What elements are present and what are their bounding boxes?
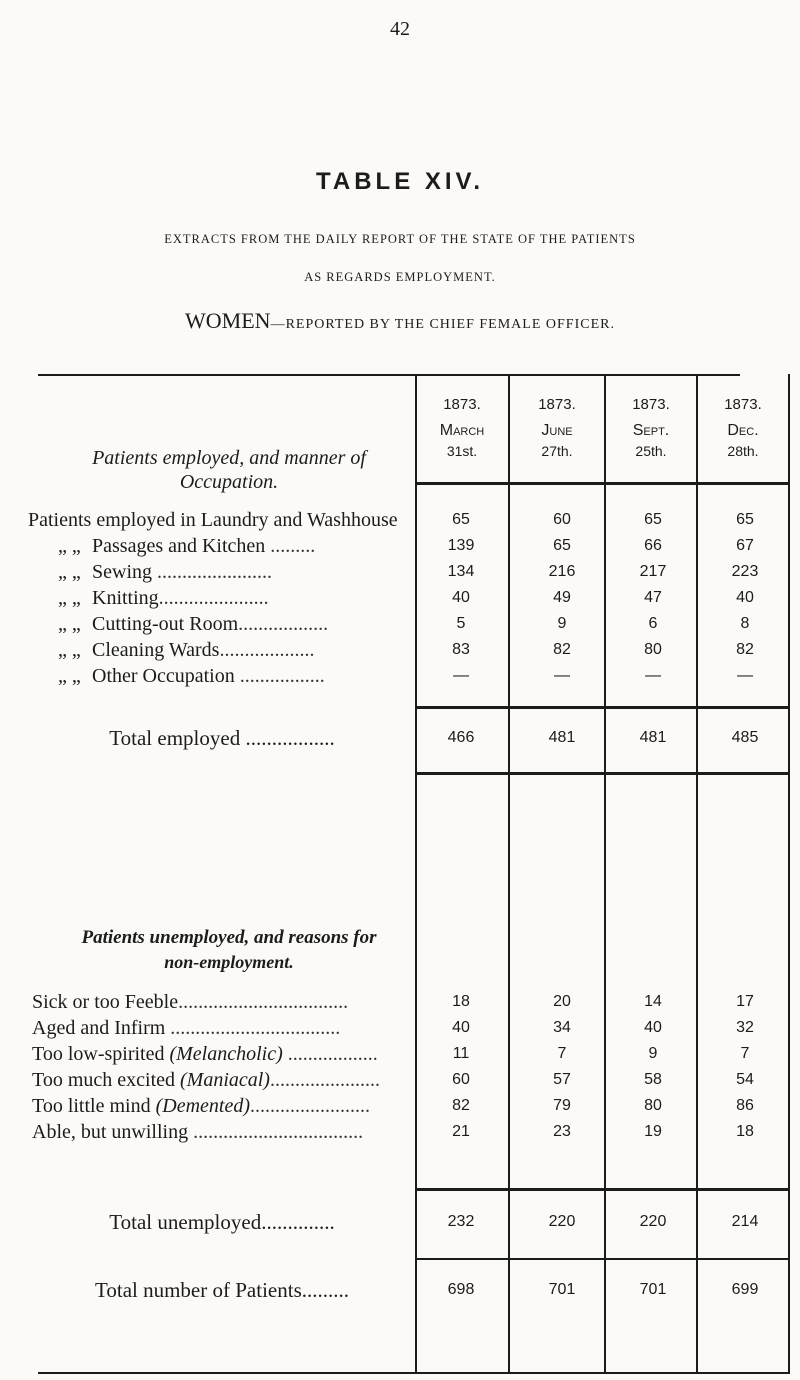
row-header-line-1: Patients employed, and manner of: [92, 447, 366, 469]
women-reported-by: —REPORTED BY THE CHIEF FEMALE OFFICER.: [270, 317, 615, 332]
column-header-march: [416, 392, 508, 458]
column-year: 1873.: [443, 396, 481, 413]
cell-sept: 65: [644, 511, 662, 528]
column-month: June: [541, 422, 573, 439]
cell-dec: 54: [736, 1071, 754, 1088]
leader-dots: .........: [265, 535, 316, 557]
row-label: [32, 662, 412, 690]
cell-june: 7: [557, 1045, 567, 1062]
row-label-text: Knitting: [92, 587, 159, 609]
row-label-italic: (Demented): [155, 1095, 250, 1117]
row-label-italic: (Maniacal): [180, 1069, 270, 1091]
row-label: [32, 532, 412, 560]
total-employed-label: Total employed .................: [109, 726, 335, 750]
row-header-label: [44, 446, 414, 494]
leader-dots: ..................................: [188, 1121, 364, 1143]
row-label: [32, 636, 412, 664]
leader-dots: ......................: [269, 1069, 380, 1091]
cell-march: 5: [456, 615, 466, 632]
row-label-text: Aged and Infirm: [32, 1017, 166, 1039]
unemployed-heading-line-1: Patients unemployed, and reasons for: [81, 927, 377, 948]
cell-march: 134: [447, 563, 475, 580]
column-month: March: [439, 422, 485, 439]
row-label-italic: (Melancholic): [169, 1043, 283, 1065]
cell-june: 82: [553, 641, 571, 658]
cell-june: 220: [548, 1213, 576, 1230]
header-rule: [415, 482, 790, 485]
cell-sept: 80: [644, 641, 662, 658]
row-label-text: Sewing: [92, 561, 152, 583]
cell-sept: 80: [644, 1097, 662, 1114]
cell-march: 21: [452, 1123, 470, 1140]
cell-sept: 217: [639, 563, 667, 580]
row-label: [32, 558, 412, 586]
row-label: [32, 1118, 412, 1146]
cell-sept: 47: [644, 589, 662, 606]
row-label-text: Other Occupation: [92, 665, 235, 687]
cell-sept: 66: [644, 537, 662, 554]
table-row: [0, 662, 800, 690]
cell-sept: —: [645, 667, 661, 684]
table-row: [0, 1118, 800, 1146]
cell-june: 65: [553, 537, 571, 554]
cell-march: 60: [452, 1071, 470, 1088]
column-day: 25th.: [635, 443, 667, 459]
total-employed-row: [0, 724, 800, 752]
cell-june: 701: [548, 1281, 576, 1298]
page-number: 42: [390, 18, 410, 40]
cell-march: 40: [452, 589, 470, 606]
cell-march: 11: [452, 1045, 470, 1062]
column-day: 31st.: [446, 443, 478, 459]
cell-june: 34: [553, 1019, 571, 1036]
cell-sept: 6: [648, 615, 658, 632]
table-row: [0, 532, 800, 560]
row-label-text: Sick or too Feeble: [32, 991, 179, 1013]
cell-june: 9: [557, 615, 567, 632]
ditto-marks: „ „: [58, 587, 81, 609]
table-title: TABLE XIV.: [315, 168, 485, 195]
row-label-text: Passages and Kitchen: [92, 535, 266, 557]
column-header-dec: [698, 392, 788, 458]
cell-dec: 8: [740, 615, 750, 632]
cell-march: —: [453, 667, 469, 684]
cell-march: 40: [452, 1019, 470, 1036]
table-row: [0, 1014, 800, 1042]
cell-june: 49: [553, 589, 571, 606]
row-label-text: Patients employed in Laundry and Washhouse: [28, 509, 398, 531]
column-year: 1873.: [632, 396, 670, 413]
leader-dots: .......................: [152, 561, 272, 583]
ditto-marks: „ „: [58, 613, 81, 635]
grand-total-row: [0, 1276, 800, 1304]
cell-march: 139: [447, 537, 475, 554]
cell-dec: 82: [736, 641, 754, 658]
column-month: Dec.: [727, 422, 759, 439]
leader-dots: ..................................: [165, 1017, 341, 1039]
cell-june: 23: [553, 1123, 571, 1140]
cell-dec: 485: [731, 729, 759, 746]
column-month: Sept.: [632, 422, 670, 439]
column-header-june: [510, 392, 604, 458]
cell-dec: —: [737, 667, 753, 684]
cell-sept: 14: [644, 993, 662, 1010]
leader-dots: .................: [234, 665, 325, 687]
total-employed-rule-top: [415, 706, 790, 709]
leader-dots: .................: [240, 726, 335, 750]
total-unemployed-label: Total unemployed..............: [109, 1210, 335, 1234]
row-label-text: Too low-spirited: [32, 1043, 170, 1065]
table-row: [0, 988, 800, 1016]
cell-march: 466: [447, 729, 475, 746]
cell-june: —: [554, 667, 570, 684]
table-row: [0, 610, 800, 638]
cell-dec: 86: [736, 1097, 754, 1114]
cell-march: 232: [447, 1213, 475, 1230]
cell-dec: 32: [736, 1019, 754, 1036]
women-word: WOMEN: [185, 308, 271, 333]
column-day: 28th.: [727, 443, 759, 459]
row-label-text: Too little mind: [32, 1095, 156, 1117]
leader-dots: ..................................: [178, 991, 349, 1013]
row-label-text: Cleaning Wards: [92, 639, 220, 661]
row-label: [32, 1066, 412, 1094]
cell-dec: 7: [740, 1045, 750, 1062]
leader-dots: ..................: [282, 1043, 378, 1065]
table-row: [0, 1040, 800, 1068]
leader-dots: ..................: [238, 613, 329, 635]
table-row: [0, 636, 800, 664]
unemployed-section-heading: [44, 926, 414, 974]
cell-sept: 58: [644, 1071, 662, 1088]
cell-june: 481: [548, 729, 576, 746]
cell-sept: 9: [648, 1045, 658, 1062]
ditto-marks: „ „: [58, 535, 81, 557]
cell-march: 82: [452, 1097, 470, 1114]
cell-june: 216: [548, 563, 576, 580]
total-unemployed-rule-bottom: [415, 1258, 790, 1260]
cell-sept: 481: [639, 729, 667, 746]
grand-total-label: Total number of Patients.........: [95, 1278, 349, 1302]
table-row: [0, 558, 800, 586]
cell-dec: 65: [736, 511, 754, 528]
row-label-text: Too much excited: [32, 1069, 180, 1091]
row-label: [32, 1014, 412, 1042]
cell-dec: 699: [731, 1281, 759, 1298]
cell-june: 20: [553, 993, 571, 1010]
leader-dots: .........: [301, 1278, 349, 1302]
table-row: [0, 1066, 800, 1094]
cell-dec: 17: [736, 993, 754, 1010]
cell-sept: 220: [639, 1213, 667, 1230]
subtitle-line-1: EXTRACTS FROM THE DAILY REPORT OF THE STATE OF THE PATIENTS: [164, 232, 636, 246]
ditto-marks: „ „: [58, 665, 81, 687]
total-unemployed-rule-top: [415, 1188, 790, 1191]
row-header-line-2: Occupation.: [179, 471, 279, 493]
leader-dots: ........................: [250, 1095, 370, 1117]
table-row: [0, 1092, 800, 1120]
row-label: [28, 506, 408, 534]
column-year: 1873.: [538, 396, 576, 413]
unemployed-heading-line-2: non-employment.: [164, 952, 294, 972]
cell-dec: 67: [736, 537, 754, 554]
cell-dec: 40: [736, 589, 754, 606]
row-label: [32, 610, 412, 638]
cell-dec: 18: [736, 1123, 754, 1140]
column-header-sept: [606, 392, 696, 458]
cell-march: 698: [447, 1281, 475, 1298]
cell-june: 79: [553, 1097, 571, 1114]
column-year: 1873.: [724, 396, 762, 413]
table-bottom-rule: [38, 1372, 790, 1374]
cell-march: 83: [452, 641, 470, 658]
ditto-marks: „ „: [58, 639, 81, 661]
total-employed-rule-bottom: [415, 772, 790, 775]
cell-sept: 40: [644, 1019, 662, 1036]
cell-june: 60: [553, 511, 571, 528]
cell-march: 65: [452, 511, 470, 528]
table-top-rule: [38, 374, 740, 376]
column-day: 27th.: [541, 443, 573, 459]
cell-sept: 19: [644, 1123, 662, 1140]
row-label: [32, 988, 412, 1016]
row-label: [32, 584, 412, 612]
row-label-text: Able, but unwilling: [32, 1121, 189, 1143]
leader-dots: ......................: [158, 587, 269, 609]
ditto-marks: „ „: [58, 561, 81, 583]
cell-sept: 701: [639, 1281, 667, 1298]
row-label-text: Cutting-out Room: [92, 613, 239, 635]
table-row: [0, 584, 800, 612]
leader-dots: ..............: [261, 1210, 335, 1234]
cell-june: 57: [553, 1071, 571, 1088]
row-label: [32, 1092, 412, 1120]
cell-dec: 214: [731, 1213, 759, 1230]
subtitle-line-2: AS REGARDS EMPLOYMENT.: [304, 270, 496, 284]
leader-dots: ...................: [219, 639, 315, 661]
cell-march: 18: [452, 993, 470, 1010]
table-row: [0, 506, 800, 534]
row-label: [32, 1040, 412, 1068]
cell-dec: 223: [731, 563, 759, 580]
total-unemployed-row: [0, 1208, 800, 1236]
